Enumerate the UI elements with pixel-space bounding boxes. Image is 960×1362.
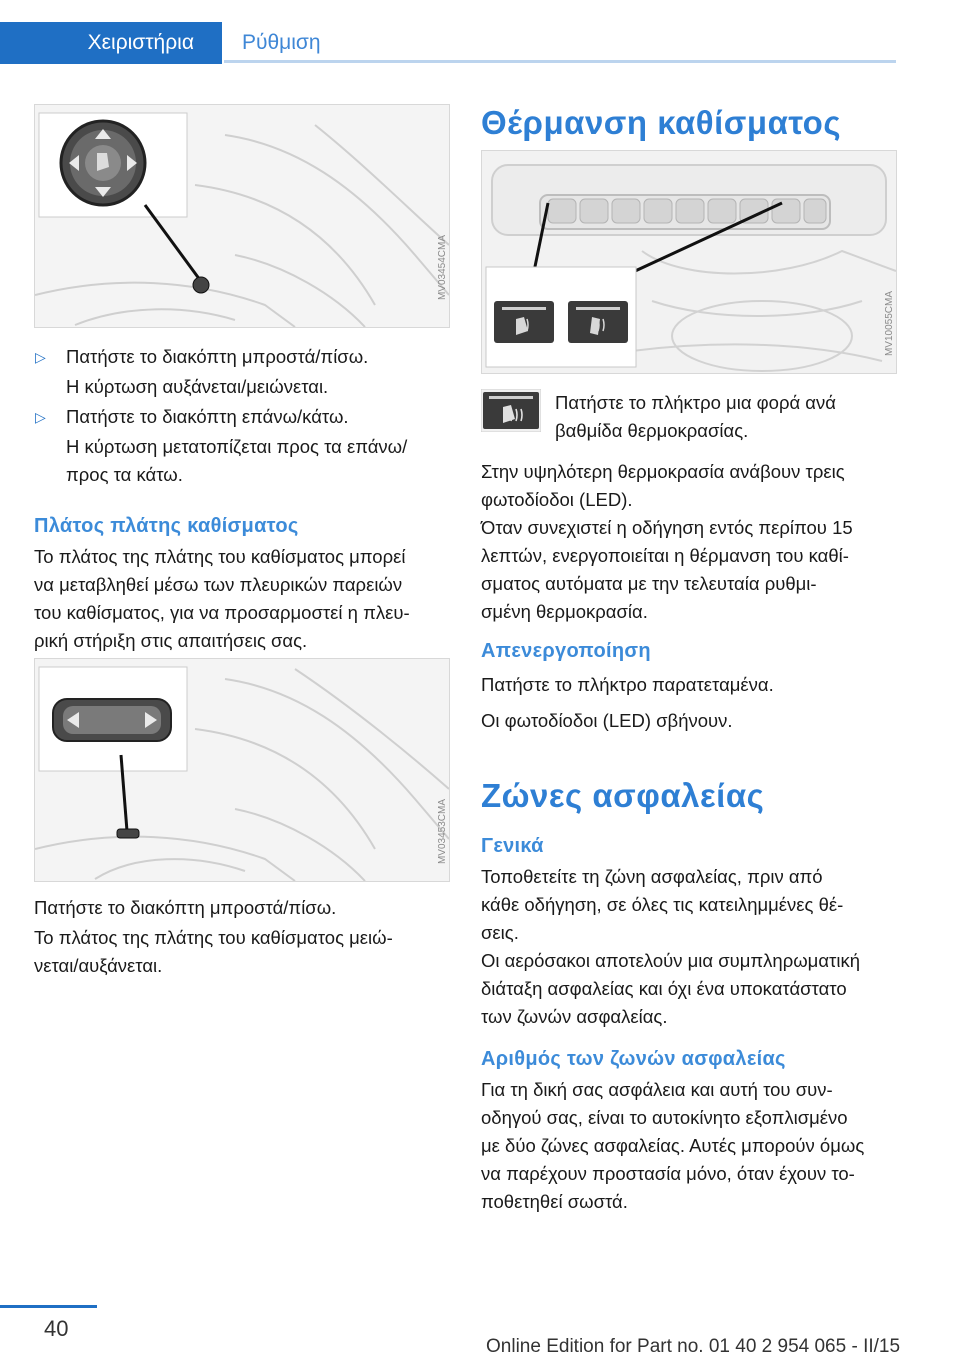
footer-rule (0, 1305, 97, 1308)
list-item (35, 343, 446, 401)
body-line: νεται/αυξάνεται. (34, 955, 163, 976)
list-item (35, 403, 446, 489)
page-number: 40 (44, 1316, 69, 1341)
triangle-bullet-icon: ▷ (35, 349, 46, 365)
body-line: ρική στήριξη στις απαιτήσεις σας. (34, 630, 308, 651)
list-result: Η κύρτωση μετατοπίζεται προς τα επάνω/ (66, 436, 408, 457)
figure-code: MV03453CMA (437, 799, 448, 865)
body-line: κάθε οδήγηση, σε όλες τις κατειλημμένες θέ‐ (481, 894, 844, 915)
body-line: φωτοδίοδοι (LED). (481, 489, 633, 510)
general-para-1 (481, 863, 901, 947)
body-line: οδηγού σας, είναι το αυτοκίνητο εξοπλισμένο (481, 1107, 848, 1128)
general-para-2 (481, 947, 901, 1031)
body-line: Για τη δική σας ασφάλεια και αυτή του συν‐ (481, 1079, 833, 1100)
body-line: διάταξη ασφαλείας και όχι ένα υποκατάστατο (481, 978, 847, 999)
heating-para-1 (481, 458, 901, 514)
header-underline (224, 60, 896, 63)
list-action: Πατήστε το διακόπτη μπροστά/πίσω. (66, 346, 369, 367)
body-line: Στην υψηλότερη θερμοκρασία ανάβουν τρεις (481, 461, 845, 482)
body-line: λεπτών, ενεργοποιείται η θέρμανση του καθί‐ (481, 545, 849, 566)
tab-adjustment[interactable] (224, 22, 896, 64)
body-line: Το πλάτος της πλάτης του καθίσματος μειώ‐ (34, 927, 393, 948)
body-line: να παρέχουν προστασία μόνο, όταν έχουν το‐ (481, 1163, 855, 1184)
section-body (34, 543, 454, 655)
section-heading: Απενεργοποίηση (481, 640, 651, 662)
seat-heating-figure (481, 150, 897, 374)
tab-controls[interactable] (0, 22, 222, 64)
section-heading: Αριθμός των ζωνών ασφαλείας (481, 1048, 786, 1070)
body-line: Το πλάτος της πλάτης του καθίσματος μπορεί (34, 546, 406, 567)
tab-controls-label: Χειριστήρια (87, 31, 194, 54)
title-seat-heating: Θέρμανση καθίσματος (481, 104, 841, 141)
body-line: με δύο ζώνες ασφαλείας. Αυτές μπορούν όμως (481, 1135, 865, 1156)
list-result: Η κύρτωση αυξάνεται/μειώνεται. (66, 376, 329, 397)
edition-text: Online Edition for Part no. 01 40 2 954 065 - II/15 (486, 1336, 901, 1357)
body-line: Πατήστε το πλήκτρο παρατεταμένα. (481, 674, 774, 695)
belt-count-text (481, 1076, 901, 1216)
body-line: σεις. (481, 922, 519, 943)
figure-code: MV10055CMA (884, 291, 895, 357)
list-action: Πατήστε το διακόπτη επάνω/κάτω. (66, 406, 349, 427)
section-heading: Γενικά (481, 835, 544, 857)
body-line: σματος αυτόματα με την τελευταία ρυθμι‐ (481, 573, 817, 594)
body-line: Πατήστε το πλήκτρο μια φορά ανά (555, 392, 836, 413)
body-line: Οι φωτοδίοδοι (LED) σβήνουν. (481, 710, 733, 731)
heating-para-2 (481, 514, 901, 626)
body-line: Τοποθετείτε τη ζώνη ασφαλείας, πριν από (481, 866, 823, 887)
triangle-bullet-icon: ▷ (35, 409, 46, 425)
section-heading: Πλάτος πλάτης καθίσματος (34, 515, 299, 537)
backrest-width-figure (34, 658, 450, 882)
body-line: Οι αερόσακοι αποτελούν μια συμπληρωματική (481, 950, 860, 971)
figure-code: MV03454CMA (437, 235, 448, 301)
body-line: Όταν συνεχιστεί η οδήγηση εντός περίπου 15 (481, 517, 853, 538)
list-result: προς τα κάτω. (66, 464, 183, 485)
body-line: ποθετηθεί σωστά. (481, 1191, 628, 1212)
body-line: βαθμίδα θερμοκρασίας. (555, 420, 749, 441)
tab-adjustment-label: Ρύθμιση (242, 31, 321, 54)
button-description (555, 389, 900, 445)
backrest-instructions (34, 894, 454, 980)
title-seat-belts: Ζώνες ασφαλείας (481, 777, 765, 814)
body-line: του καθίσματος, για να προσαρμοστεί η πλευ‐ (34, 602, 410, 623)
deactivation-text (481, 671, 901, 735)
body-line: σμένη θερμοκρασία. (481, 601, 648, 622)
body-line: των ζωνών ασφαλείας. (481, 1006, 668, 1027)
body-line: να μεταβληθεί μέσω των πλευρικών παρειών (34, 574, 403, 595)
seat-heating-button-icon (481, 389, 541, 432)
lumbar-support-figure (34, 104, 450, 328)
body-line: Πατήστε το διακόπτη μπροστά/πίσω. (34, 897, 337, 918)
